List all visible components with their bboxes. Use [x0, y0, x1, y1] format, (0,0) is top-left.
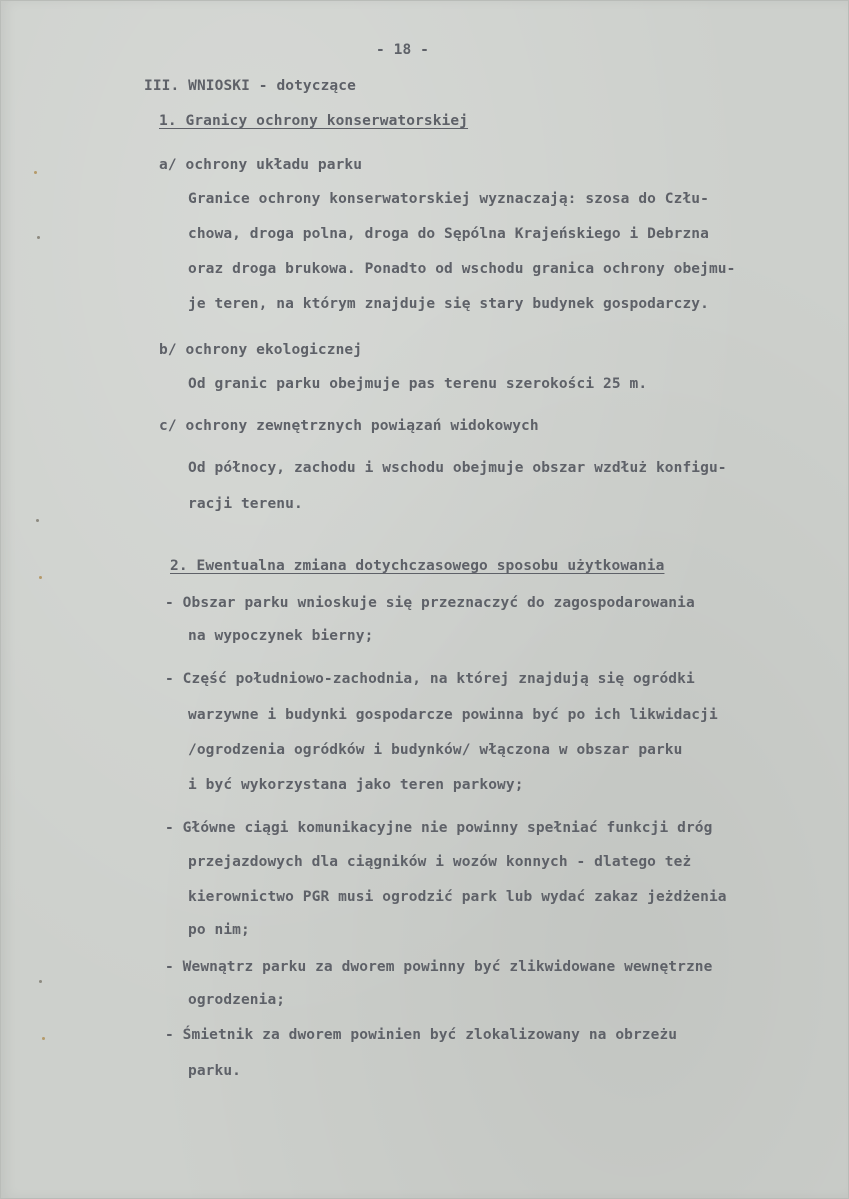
- paper-speck: [36, 519, 39, 522]
- list-item-line: przejazdowych dla ciągników i wozów konnych - dlatego też: [188, 854, 692, 870]
- list-item-line: - Śmietnik za dworem powinien być zlokalizowany na obrzeżu: [165, 1027, 678, 1043]
- subsection-a-line: chowa, droga polna, droga do Sępólna Krajeńskiego i Debrzna: [188, 226, 709, 242]
- subsection-c-label: c/ ochrony zewnętrznych powiązań widokowych: [159, 418, 539, 434]
- subsection-a-line: je teren, na którym znajduje się stary budynek gospodarczy.: [188, 296, 709, 312]
- subsection-a-line: oraz droga brukowa. Ponadto od wschodu granica ochrony obejmu-: [188, 261, 736, 277]
- list-item-line: na wypoczynek bierny;: [188, 628, 374, 644]
- list-item-line: - Obszar parku wnioskuje się przeznaczyć do zagospodarowania: [165, 595, 695, 611]
- section-2-heading: 2. Ewentualna zmiana dotychczasowego sposobu użytkowania: [170, 558, 665, 574]
- paper-speck: [34, 171, 37, 174]
- list-item-line: kierownictwo PGR musi ogrodzić park lub wydać zakaz jeżdżenia: [188, 889, 727, 905]
- list-item-line: ogrodzenia;: [188, 992, 286, 1008]
- paper-speck: [37, 236, 40, 239]
- subsection-b-label: b/ ochrony ekologicznej: [159, 342, 363, 358]
- subsection-b-line: Od granic parku obejmuje pas terenu szerokości 25 m.: [188, 376, 648, 392]
- subsection-c-line: racji terenu.: [188, 496, 303, 512]
- list-item-line: po nim;: [188, 922, 250, 938]
- paper-speck: [39, 576, 42, 579]
- list-item-line: parku.: [188, 1063, 241, 1079]
- subsection-a-line: Granice ochrony konserwatorskiej wyznaczają: szosa do Człu-: [188, 191, 709, 207]
- subsection-c-line: Od północy, zachodu i wschodu obejmuje obszar wzdłuż konfigu-: [188, 460, 727, 476]
- list-item-line: - Wewnątrz parku za dworem powinny być zlikwidowane wewnętrzne: [165, 959, 713, 975]
- list-item-line: - Część południowo-zachodnia, na której znajdują się ogródki: [165, 671, 695, 687]
- section-heading: III. WNIOSKI - dotyczące: [144, 78, 356, 94]
- list-item-line: warzywne i budynki gospodarcze powinna być po ich likwidacji: [188, 707, 718, 723]
- list-item-line: - Główne ciągi komunikacyjne nie powinny spełniać funkcji dróg: [165, 820, 713, 836]
- paper-speck: [42, 1037, 45, 1040]
- page-number: - 18 -: [376, 42, 429, 58]
- list-item-line: /ogrodzenia ogródków i budynków/ włączona w obszar parku: [188, 742, 683, 758]
- paper-speck: [39, 980, 42, 983]
- list-item-line: i być wykorzystana jako teren parkowy;: [188, 777, 524, 793]
- section-1-heading: 1. Granicy ochrony konserwatorskiej: [159, 113, 469, 129]
- subsection-a-label: a/ ochrony układu parku: [159, 157, 363, 173]
